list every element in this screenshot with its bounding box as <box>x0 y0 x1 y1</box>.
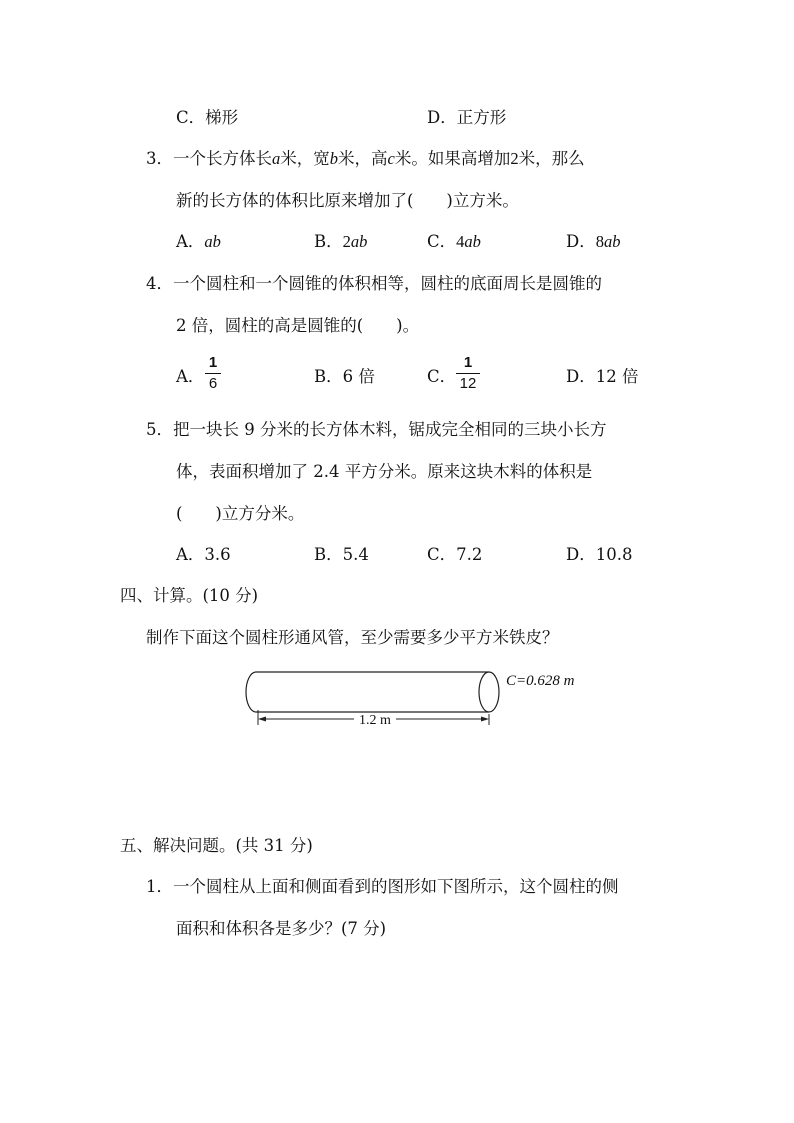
q3-line1: 3．一个长方体长a米，宽b米，高c米。如果高增加2米，那么 <box>146 149 585 168</box>
section4-title: 四、计算。(10 分) <box>120 586 259 605</box>
dimension-arrow-left <box>258 717 266 722</box>
section5-q1-number: 1． <box>146 877 173 896</box>
q4-option-b: B．6 倍 <box>314 367 375 386</box>
q3-option-d: D．8ab <box>566 232 621 251</box>
q4-option-a-fraction: 1 6 <box>205 354 221 393</box>
q5-line2: 体，表面积增加了 2.4 平方分米。原来这块木料的体积是 <box>176 462 593 481</box>
q5-option-b: B．5.4 <box>314 545 369 564</box>
q5-number: 5． <box>146 420 173 439</box>
q4-option-a-letter: A． <box>176 367 205 386</box>
q4-number: 4． <box>146 274 173 293</box>
section5-q1-line2: 面积和体积各是多少？(7 分) <box>176 919 387 938</box>
cylinder-right-cap <box>479 672 499 712</box>
q2-option-c: C．梯形 <box>176 108 239 127</box>
q5-line1: 5．把一块长 9 分米的长方体木料，锯成完全相同的三块小长方 <box>146 420 607 439</box>
q3-option-c: C．4ab <box>427 232 481 251</box>
circumference-label: C=0.628 m <box>506 673 575 689</box>
cylinder-left-cap <box>246 672 256 712</box>
q4-option-c-letter: C． <box>427 367 457 386</box>
q3-option-a: A．ab <box>176 232 221 251</box>
dimension-arrow-right <box>481 717 489 722</box>
q5-line3: ( )立方分米。 <box>176 504 305 523</box>
length-label: 1.2 m <box>359 713 391 728</box>
cylinder-diagram <box>230 662 610 732</box>
q4-line1: 4．一个圆柱和一个圆锥的体积相等，圆柱的底面周长是圆锥的 <box>146 274 602 293</box>
q4-line2: 2 倍，圆柱的高是圆锥的( )。 <box>176 316 420 335</box>
section5-title: 五、解决问题。(共 31 分) <box>120 836 313 855</box>
q5-option-a: A．3.6 <box>176 545 231 564</box>
q3-number: 3． <box>146 149 173 168</box>
q4-option-c-fraction: 1 12 <box>456 354 480 393</box>
section4-prompt: 制作下面这个圆柱形通风管，至少需要多少平方米铁皮？ <box>146 628 559 647</box>
q2-option-d: D．正方形 <box>427 108 507 127</box>
q5-option-c: C．7.2 <box>427 545 483 564</box>
q5-option-d: D．10.8 <box>566 545 633 564</box>
q4-option-d: D．12 倍 <box>566 367 639 386</box>
q3-line2: 新的长方体的体积比原来增加了( )立方米。 <box>176 191 519 210</box>
section5-q1-line1: 1．一个圆柱从上面和侧面看到的图形如下图所示，这个圆柱的侧 <box>146 877 619 896</box>
q3-option-b: B．2ab <box>314 232 368 251</box>
